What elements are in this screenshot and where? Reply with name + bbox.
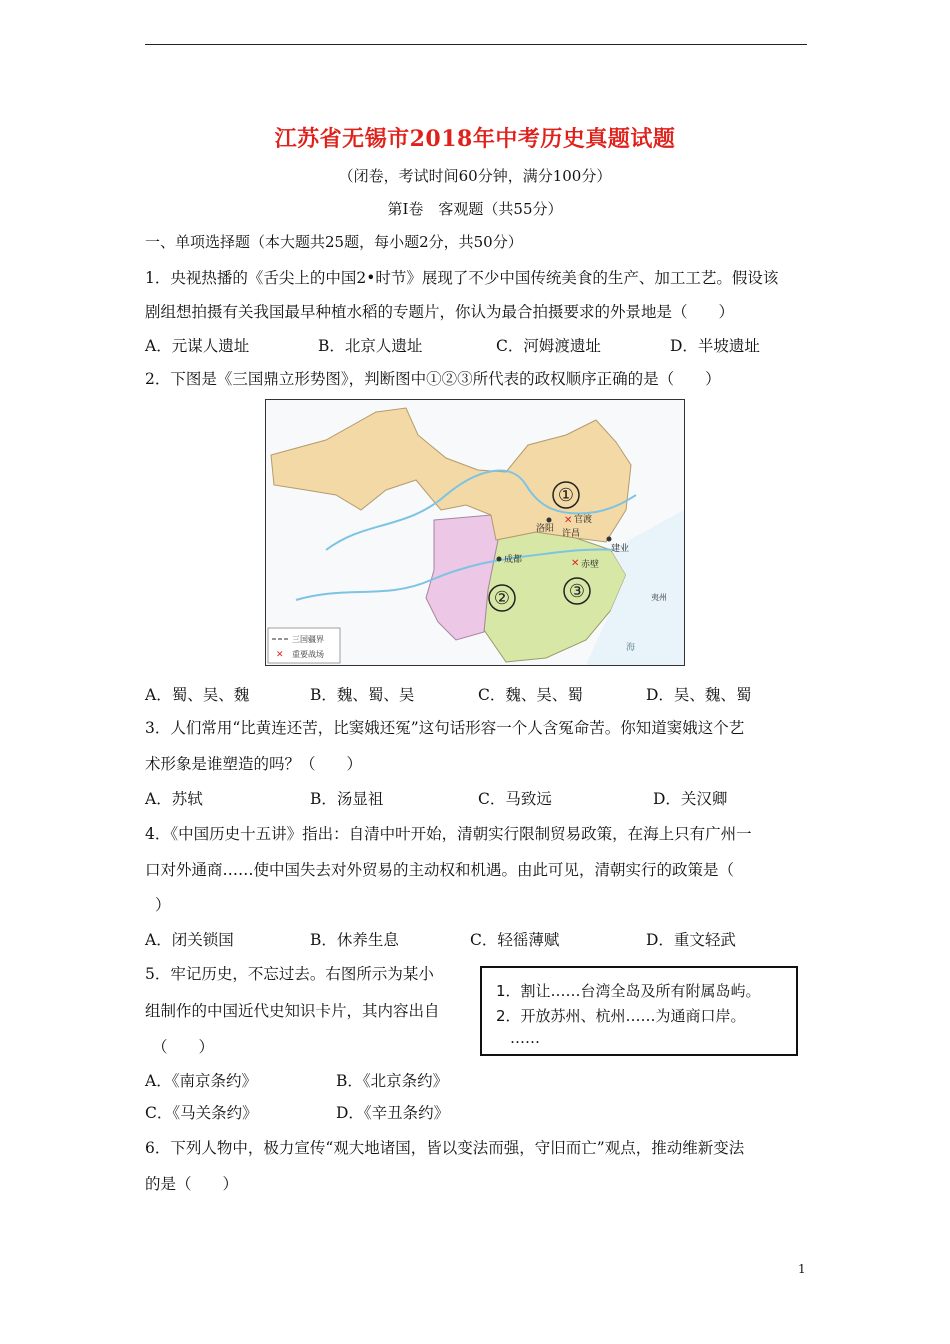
part-title: 第Ⅰ卷 客观题（共55分） bbox=[387, 200, 563, 218]
q3-option-b[interactable]: B．汤显祖 bbox=[310, 790, 384, 808]
q5-line3: （ ） bbox=[152, 1038, 215, 1056]
city-chibi: 赤壁 bbox=[581, 560, 600, 570]
city-chengdu: 成都 bbox=[504, 555, 523, 565]
q1-line2: 剧组想拍摄有关我国最早种植水稻的专题片，你认为最合拍摄要求的外景地是（ ） bbox=[145, 303, 735, 321]
q3-option-c[interactable]: C．马致远 bbox=[478, 790, 552, 808]
jianye-dot bbox=[607, 537, 612, 542]
card-line-3: …… bbox=[510, 1029, 540, 1047]
sea-label: 海 bbox=[626, 643, 636, 653]
battle-guandu-icon: ✕ bbox=[564, 515, 573, 526]
battle-chibi-icon: ✕ bbox=[571, 558, 580, 569]
page-title: 江苏省无锡市2018年中考历史真题试题 bbox=[274, 126, 676, 152]
q3-line1: 3．人们常用“比黄连还苦，比窦娥还冤”这句话形容一个人含冤命苦。你知道窦娥这个艺 bbox=[145, 719, 745, 737]
q6-line1: 6．下列人物中，极力宣传“观大地诸国，皆以变法而强，守旧而亡”观点，推动维新变法 bbox=[145, 1139, 745, 1157]
q4-line2: 口对外通商……使中国失去对外贸易的主动权和机遇。由此可见，清朝实行的政策是（ bbox=[145, 861, 735, 879]
q1-option-d[interactable]: D．半坡遗址 bbox=[670, 337, 760, 355]
knowledge-card bbox=[480, 966, 798, 1056]
exam-info: （闭卷，考试时间60分钟，满分100分） bbox=[338, 167, 612, 185]
card-line-1: 1．割让……台湾全岛及所有附属岛屿。 bbox=[496, 982, 761, 1000]
q2-option-a[interactable]: A．蜀、吴、魏 bbox=[145, 686, 250, 704]
region-2-label: ② bbox=[493, 588, 511, 609]
q3-option-a[interactable]: A．苏轼 bbox=[145, 790, 203, 808]
q1-line1: 1．央视热播的《舌尖上的中国2•时节》展现了不少中国传统美食的生产、加工工艺。假设该 bbox=[145, 269, 779, 287]
city-jianye: 建业 bbox=[611, 544, 630, 554]
q4-option-a[interactable]: A．闭关锁国 bbox=[145, 931, 234, 949]
chengdu-dot bbox=[497, 557, 502, 562]
legend-battle-icon: ✕ bbox=[276, 650, 284, 660]
luoyang-dot bbox=[547, 518, 552, 523]
q2-option-c[interactable]: C．魏、吴、蜀 bbox=[478, 686, 583, 704]
map-svg bbox=[266, 400, 684, 665]
q6-line2: 的是（ ） bbox=[145, 1175, 239, 1193]
q3-line2: 术形象是谁塑造的吗？（ ） bbox=[145, 755, 363, 773]
q4-line3: ） bbox=[155, 896, 171, 914]
q5-line1: 5．牢记历史，不忘过去。右图所示为某小 bbox=[145, 965, 434, 983]
q4-option-d[interactable]: D．重文轻武 bbox=[646, 931, 736, 949]
city-luoyang: 洛阳 bbox=[536, 524, 555, 534]
header-rule bbox=[145, 44, 807, 45]
q2-line1: 2．下图是《三国鼎立形势图》，判断图中①②③所代表的政权顺序正确的是（ ） bbox=[145, 370, 721, 388]
q1-option-c[interactable]: C．河姆渡遗址 bbox=[496, 337, 601, 355]
q5-option-a[interactable]: A．《南京条约》 bbox=[145, 1072, 257, 1090]
card-line-2: 2．开放苏州、杭州……为通商口岸。 bbox=[496, 1007, 746, 1025]
legend-border-label: 三国疆界 bbox=[292, 635, 324, 644]
q2-option-d[interactable]: D．吴、魏、蜀 bbox=[646, 686, 752, 704]
q5-option-c[interactable]: C．《马关条约》 bbox=[145, 1104, 258, 1122]
city-xuchang: 许昌 bbox=[562, 529, 581, 539]
page-number: 1 bbox=[798, 1262, 806, 1276]
q2-option-b[interactable]: B．魏、蜀、吴 bbox=[310, 686, 415, 704]
q5-option-b[interactable]: B．《北京条约》 bbox=[336, 1072, 449, 1090]
q4-option-c[interactable]: C．轻徭薄赋 bbox=[470, 931, 560, 949]
region-3-label: ③ bbox=[568, 581, 586, 602]
island-label: 夷州 bbox=[651, 593, 667, 602]
legend-battle-label: 重要战场 bbox=[292, 650, 324, 659]
q3-option-d[interactable]: D．关汉卿 bbox=[653, 790, 728, 808]
q1-option-b[interactable]: B．北京人遗址 bbox=[318, 337, 423, 355]
city-guandu: 官渡 bbox=[574, 515, 593, 525]
region-1-label: ① bbox=[557, 485, 575, 506]
section-title: 一、单项选择题（本大题共25题，每小题2分，共50分） bbox=[145, 233, 523, 251]
q4-option-b[interactable]: B．休养生息 bbox=[310, 931, 399, 949]
q4-line1: 4．《中国历史十五讲》指出：自清中叶开始，清朝实行限制贸易政策，在海上只有广州一 bbox=[145, 825, 752, 843]
three-kingdoms-map bbox=[265, 399, 685, 666]
q5-option-d[interactable]: D．《辛丑条约》 bbox=[336, 1104, 450, 1122]
q5-line2: 组制作的中国近代史知识卡片，其内容出自 bbox=[145, 1002, 440, 1020]
q1-option-a[interactable]: A．元谋人遗址 bbox=[145, 337, 250, 355]
